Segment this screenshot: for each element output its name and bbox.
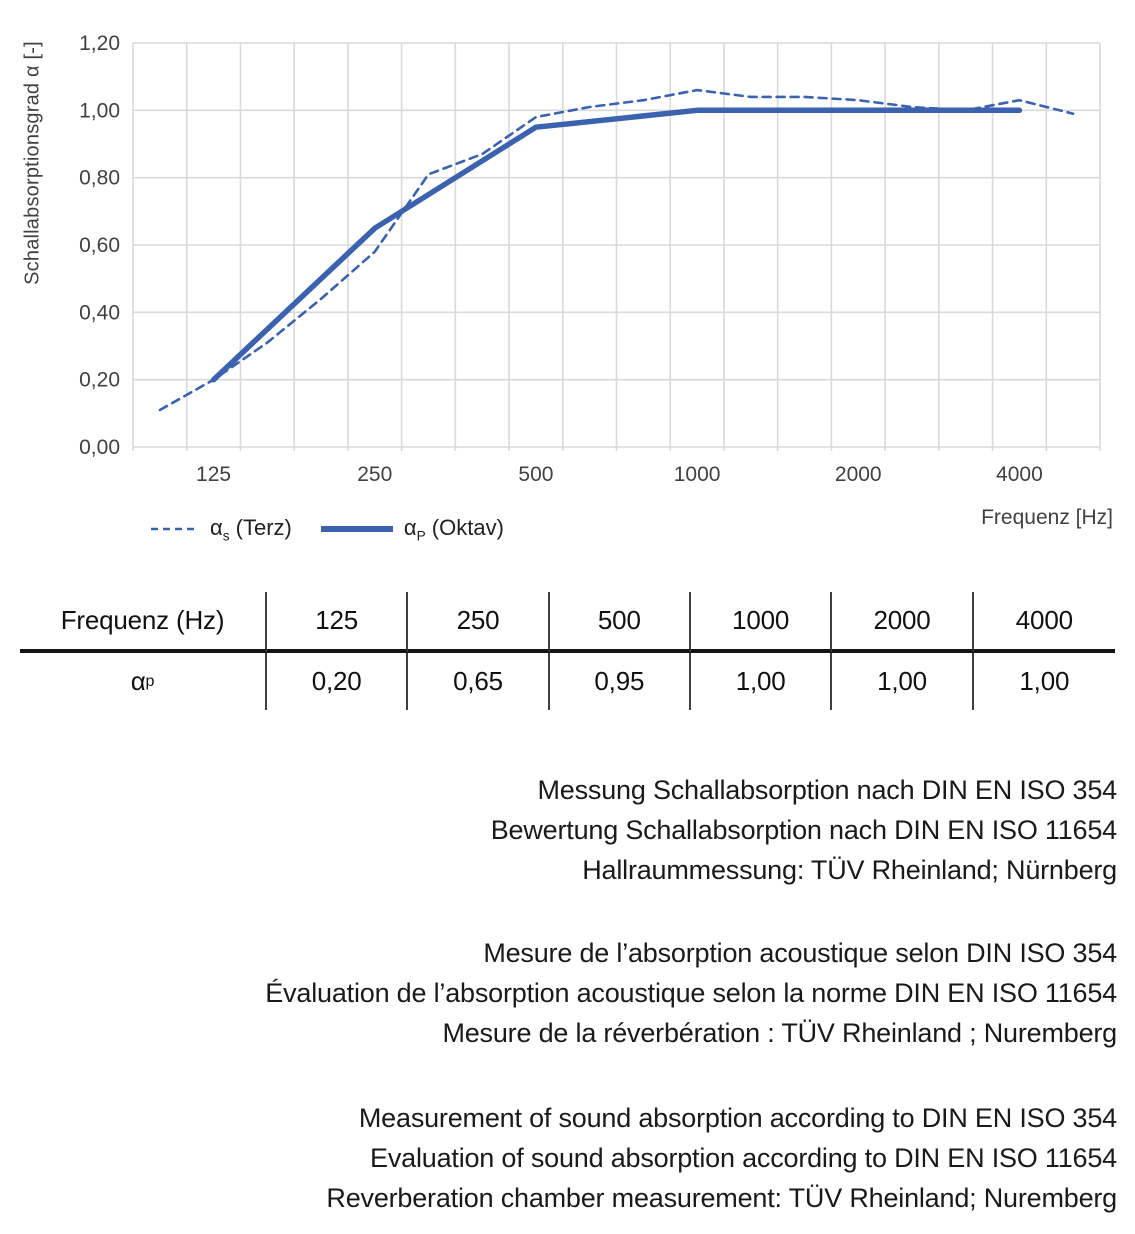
- x-axis-title: Frequenz [Hz]: [981, 506, 1113, 529]
- alpha-p-table: [20, 592, 1115, 710]
- y-tick-label: 0,60: [79, 234, 120, 257]
- table-header-value: 1000: [691, 592, 832, 653]
- x-tick-label: 125: [196, 463, 232, 486]
- x-tick-label: 500: [518, 463, 554, 486]
- table-cell-value: 0,65: [408, 653, 549, 710]
- solid-line-sample: [320, 525, 394, 533]
- note-line: Measurement of sound absorption according to DIN EN ISO 354: [358, 1103, 1117, 1133]
- y-tick-label: 0,40: [79, 301, 120, 325]
- note-block-french: [265, 933, 1117, 1053]
- table-row-label-alpha-p: α p: [20, 653, 267, 710]
- note-line: Mesure de l’absorption acoustique selon DIN ISO 354: [483, 938, 1117, 968]
- table-header-value: 500: [550, 592, 691, 653]
- table-header-value: 250: [408, 592, 549, 653]
- note-line: Bewertung Schallabsorption nach DIN EN ISO 11654: [490, 815, 1117, 845]
- legend-item-alpha-p: [320, 515, 504, 543]
- table-header-frequenz: Frequenz (Hz): [20, 592, 267, 653]
- x-tick-label: 2000: [834, 463, 882, 486]
- y-tick-label: 0,80: [79, 166, 120, 190]
- absorption-chart: [0, 0, 1135, 560]
- y-tick-label: 1,20: [79, 32, 120, 55]
- x-tick-label: 1000: [673, 463, 721, 486]
- x-tick-label: 250: [357, 463, 393, 486]
- dashed-line-sample: [150, 525, 200, 533]
- table-header-value: 4000: [974, 592, 1115, 653]
- chart-legend: [150, 511, 504, 547]
- x-tick-label: 4000: [996, 463, 1043, 486]
- legend-label-alpha-p: $\alpha_P$ (Oktav): [403, 514, 504, 544]
- table-cell-value: 1,00: [1019, 666, 1070, 696]
- table-header-value: 125: [267, 592, 408, 653]
- note-line: Messung Schallabsorption nach DIN EN ISO 354: [537, 775, 1117, 805]
- table-cell-value: 1,00: [832, 653, 973, 710]
- chart-plot-area: [0, 0, 1135, 500]
- note-block-german: [491, 770, 1117, 890]
- table-header-value: 2000: [832, 592, 973, 653]
- note-line: Evaluation of sound absorption according to DIN EN ISO 11654: [370, 1143, 1117, 1173]
- note-line: Mesure de la réverbération : TÜV Rheinland ; Nuremberg: [442, 1018, 1117, 1048]
- legend-label-alpha-s: $\alpha_s$ (Terz): [210, 514, 292, 544]
- table-cell-value: 1,00: [691, 653, 832, 710]
- y-axis-title: Schallabsorptionsgrad α [-]: [21, 41, 44, 285]
- table-cell-value: 0,95: [550, 653, 691, 710]
- y-tick-label: 0,20: [79, 368, 120, 392]
- y-tick-label: 1,00: [79, 99, 120, 123]
- y-tick-label: 0,00: [79, 436, 120, 459]
- note-block-english: [326, 1098, 1117, 1218]
- table-cell-value: 0,20: [267, 653, 408, 710]
- note-line: Évaluation de l’absorption acoustique selon la norme DIN EN ISO 11654: [265, 978, 1117, 1008]
- note-line: Hallraummessung: TÜV Rheinland; Nürnberg: [582, 855, 1117, 885]
- note-line: Reverberation chamber measurement: TÜV Rheinland; Nuremberg: [326, 1183, 1117, 1213]
- legend-item-alpha-s: [150, 515, 292, 543]
